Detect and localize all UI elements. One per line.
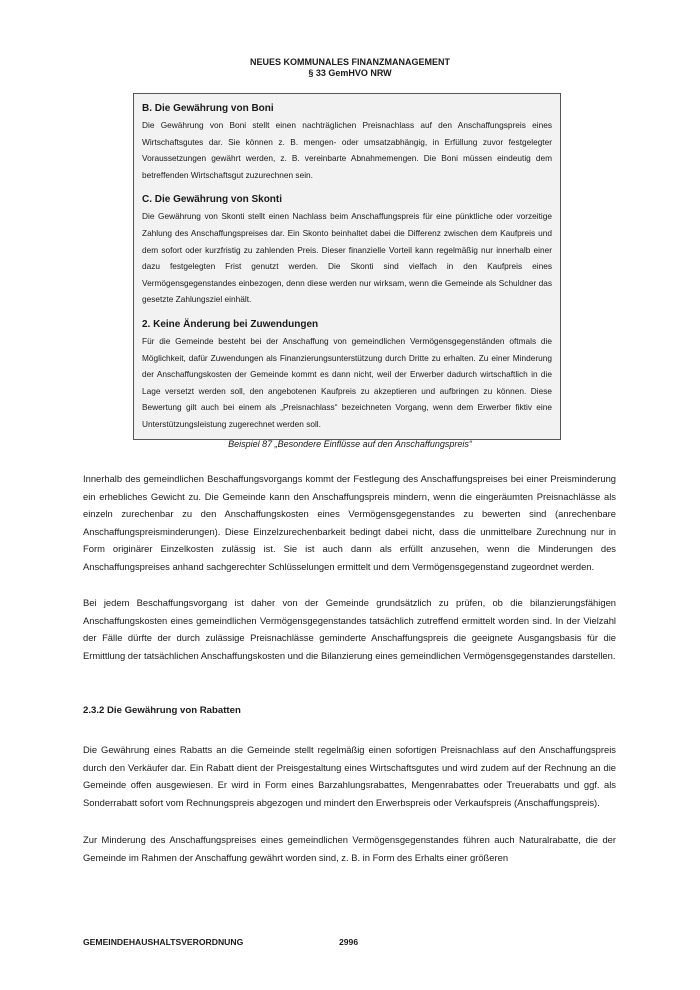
paragraph: Zur Minderung des Anschaffungspreises eines gemeindlichen Vermögensgegenstandes führen auch Naturalrabatte, die der Gemeinde im Rahmen der Anschaffung gewährt worden sind, z. B. in Form des Erhalts einer größeren [83,834,616,863]
paragraph: Bei jedem Beschaffungsvorgang ist daher von der Gemeinde grundsätzlich zu prüfen, ob die bilanzierungsfähigen Anschaffungskosten eines gemeindlichen Vermögensgegenstandes tatsächlich zutreffend ermittelt worden sind. In der Vielzahl der Fälle dürfte der durch zulässige Preisnachlässe geminderte Anschaffungspreis die geeignete Ausgangsbasis für die Ermittlung der tatsächlichen Anschaffungskosten und die Bilanzierung eines gemeindlichen Vermögensgegenstandes darstellen. [83,597,616,661]
example-caption: Beispiel 87 „Besondere Einflüsse auf den Anschaffungspreis“ [228,439,472,449]
box-section-text: Für die Gemeinde besteht bei der Anschaffung von gemeindlichen Vermögensgegenständen oftmals die Möglichkeit, dafür Zuwendungen als Finanzierungsunterstützung durch Dritte zu erhalten. Zu einer Minderung der Anschaffungskosten der Gemeinde kommt es dann nicht, weil der Erwerber dadurch wirtschaftlich in die Lage versetzt werden soll, den angebotenen Kaufpreis zu akzeptieren und aufbringen zu können. Diese Bewertung gilt auch bei einem als „Preisnachlass“ bezeichneten Vorgang, wenn dem Erwerber fiktiv eine Unterstützungsleistung zugerechnet werden soll. [142,335,552,429]
header-title: NEUES KOMMUNALES FINANZMANAGEMENT [250,57,450,67]
header-section: § 33 GemHVO NRW [308,68,392,78]
example-box [133,93,561,440]
paragraph: Die Gewährung eines Rabatts an die Gemeinde stellt regelmäßig einen sofortigen Preisnachlass auf den Anschaffungspreis durch den Verkäufer dar. Ein Rabatt dient der Preisgestaltung eines Wirtschaftsgutes und wird zudem auf der Rechnung an die Gemeinde offen ausgewiesen. Er wird in Form eines Barzahlungsrabattes, Mengenrabattes oder Treuerabatts und ggf. als Sonderrabatt sofort vom Rechnungspreis abgezogen und mindert den Erwerbspreis oder Verkaufspreis (Anschaffungspreis). [83,744,616,808]
box-section-skonti [142,193,552,308]
box-section-boni [142,102,552,183]
page-header [0,57,700,79]
box-section-zuwendungen [142,318,552,433]
section-heading: 2.3.2 Die Gewährung von Rabatten [83,705,241,716]
paragraph: Innerhalb des gemeindlichen Beschaffungsvorgangs kommt der Festlegung des Anschaffungspreises bei einer Preisminderung ein erhebliches Gewicht zu. Die Gemeinde kann den Anschaffungspreis mindern, wenn die eingeräumten Preisnachlässe als einzeln zurechenbar zu den Anschaffungskosten eines Vermögensgegenstandes zu bewerten sind (anrechenbare Anschaffungspreisminderungen). Diese Einzelzurechenbarkeit bedingt dabei nicht, dass die unmittelbare Zurechnung nur in Form originärer Einzelkosten zulässig ist. Sie ist auch dann als erfüllt anzusehen, wenn die Minderungen des Anschaffungspreises anhand sachgerechter Schlüsselungen ermittelt und dem Vermögensgegenstand zugeordnet werden. [83,473,616,572]
box-section-text: Die Gewährung von Skonti stellt einen Nachlass beim Anschaffungspreis für eine pünktliche oder vorzeitige Zahlung des Anschaffungspreises dar. Ein Skonto beinhaltet dabei die Differenz zwischen dem Kaufpreis und dem sofort oder kurzfristig zu zahlenden Preis. Dieser finanzielle Vorteil kann regelmäßig nur innerhalb einer dazu festgelegten Frist genutzt werden. Die Skonti sind vielfach in den Kaufpreis eines Vermögensgegenstandes einbezogen, denn diese werden nur wirksam, wenn die Gemeinde als Schuldner das gesetzte Zahlungsziel einhält. [142,211,552,305]
footer-title: GEMEINDEHAUSHALTSVERORDNUNG [83,937,244,947]
page-number: 2996 [339,937,359,947]
box-section-title: C. Die Gewährung von Skonti [142,194,283,206]
box-section-text: Die Gewährung von Boni stellt einen nachträglichen Preisnachlass auf den Anschaffungspreis eines Wirtschaftsgutes dar. Sie können z. B. mengen- oder umsatzabhängig, in Erfüllung zuvor festgelegter Voraussetzungen gewährt werden, z. B. vereinbarte Abnahmemengen. Die Boni müssen eindeutig dem betreffenden Wirtschaftsgut zuzurechnen sein. [142,120,552,180]
box-section-title: B. Die Gewährung von Boni [142,103,274,114]
box-section-title: 2. Keine Änderung bei Zuwendungen [142,318,319,330]
